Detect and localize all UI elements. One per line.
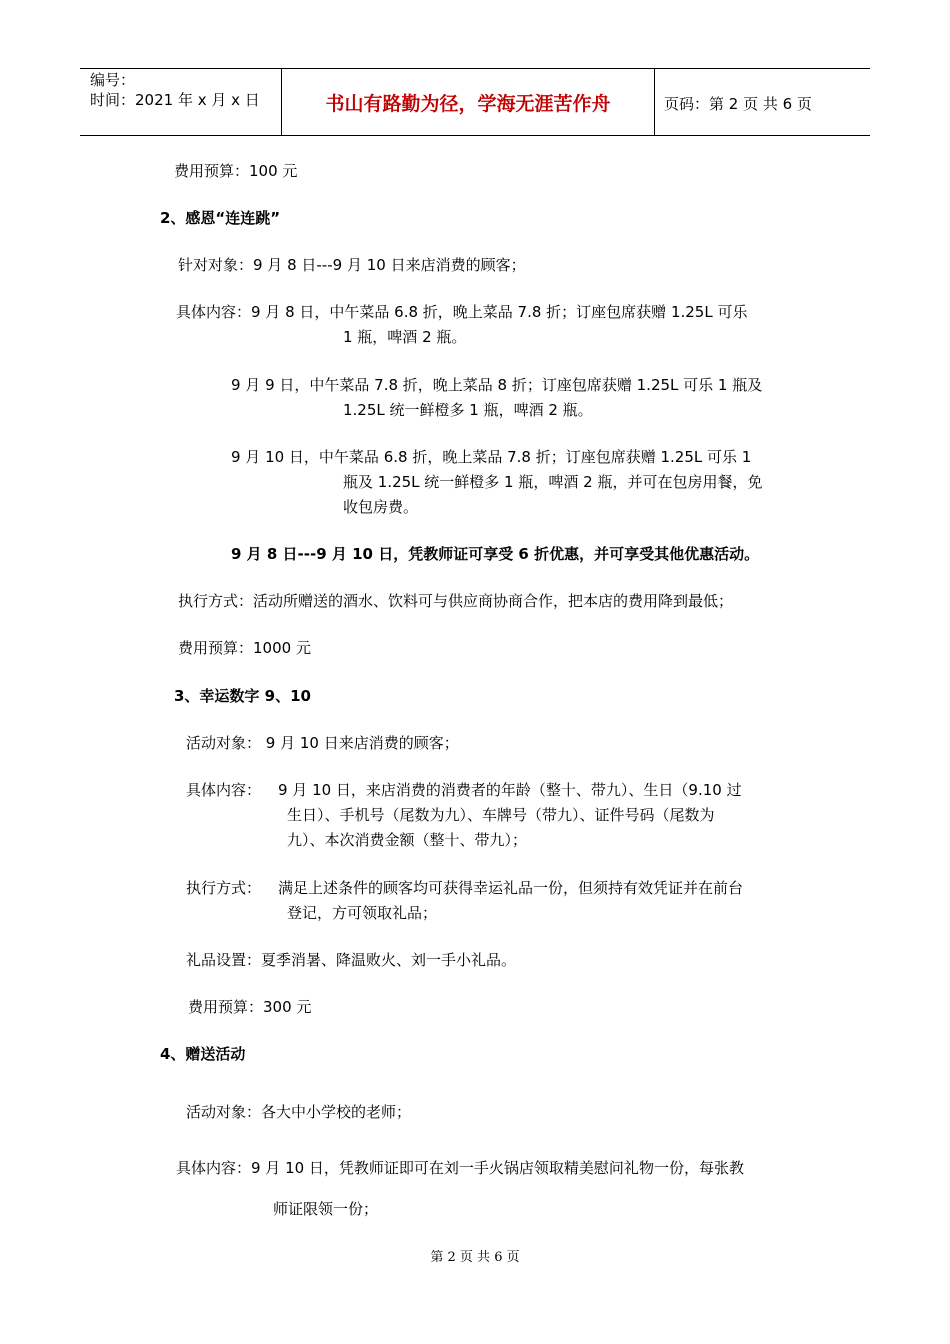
section2-content-day10-line2: 瓶及 1.25L 统一鲜橙多 1 瓶，啤酒 2 瓶，并可在包房用餐，免 bbox=[343, 473, 763, 491]
section4-title: 4、赠送活动 bbox=[160, 1045, 246, 1063]
section3-title: 3、幸运数字 9、10 bbox=[174, 687, 311, 705]
footer-page-number: 第 2 页 共 6 页 bbox=[430, 1250, 520, 1265]
section2-content-day8-line2: 1 瓶，啤酒 2 瓶。 bbox=[343, 328, 467, 346]
header-top-rule bbox=[80, 68, 870, 69]
section2-target: 针对对象：9 月 8 日---9 月 10 日来店消费的顾客； bbox=[178, 256, 526, 274]
header-number-label: 编号： bbox=[90, 71, 136, 89]
section3-method-line1: 满足上述条件的顾客均可获得幸运礼品一份，但须持有效凭证并在前台 bbox=[278, 879, 744, 897]
section4-content-line1: 具体内容：9 月 10 日，凭教师证即可在刘一手火锅店领取精美慰问礼物一份，每张教 bbox=[176, 1159, 744, 1177]
section3-method-line2: 登记，方可领取礼品； bbox=[287, 904, 438, 922]
header-date: 时间：2021 年 x 月 x 日 bbox=[90, 91, 260, 109]
section2-content-day10-line1: 9 月 10 日，中午菜品 6.8 折，晚上菜品 7.8 折；订座包席获赠 1.25L 可乐 1 bbox=[231, 448, 752, 466]
section3-budget: 费用预算：300 元 bbox=[188, 998, 312, 1016]
section2-content-day9-line1: 9 月 9 日，中午菜品 7.8 折，晚上菜品 8 折；订座包席获赠 1.25L 可乐 1 瓶及 bbox=[231, 376, 763, 394]
header-divider-right bbox=[654, 68, 655, 136]
section3-method-label: 执行方式： bbox=[186, 879, 262, 897]
section3-content-line1: 9 月 10 日，来店消费的消费者的年龄（整十、带九）、生日（9.10 过 bbox=[278, 781, 742, 799]
header-page-info: 页码：第 2 页 共 6 页 bbox=[664, 95, 812, 113]
section2-title: 2、感恩“连连跳” bbox=[160, 209, 281, 227]
section2-content-day8-line1: 具体内容：9 月 8 日，中午菜品 6.8 折，晚上菜品 7.8 折；订座包席获赠 1.25L 可乐 bbox=[176, 303, 748, 321]
section2-teacher-offer: 9 月 8 日---9 月 10 日，凭教师证可享受 6 折优惠，并可享受其他优惠活动。 bbox=[231, 545, 760, 563]
section1-budget: 费用预算：100 元 bbox=[174, 162, 298, 180]
section3-target: 活动对象： 9 月 10 日来店消费的顾客； bbox=[186, 734, 459, 752]
header-motto: 书山有路勤为径，学海无涯苦作舟 bbox=[325, 93, 611, 115]
section2-method: 执行方式：活动所赠送的酒水、饮料可与供应商协商合作，把本店的费用降到最低； bbox=[178, 592, 734, 610]
section2-budget: 费用预算：1000 元 bbox=[178, 639, 311, 657]
section3-content-line2: 生日）、手机号（尾数为九）、车牌号（带九）、证件号码（尾数为 bbox=[287, 806, 715, 824]
header-bottom-rule bbox=[80, 135, 870, 136]
section3-gift: 礼品设置：夏季消暑、降温败火、刘一手小礼品。 bbox=[186, 951, 517, 969]
section3-content-label: 具体内容： bbox=[186, 781, 262, 799]
section4-target: 活动对象：各大中小学校的老师； bbox=[186, 1103, 412, 1121]
section2-content-day10-line3: 收包房费。 bbox=[343, 498, 419, 516]
section2-content-day9-line2: 1.25L 统一鲜橙多 1 瓶，啤酒 2 瓶。 bbox=[343, 401, 593, 419]
section3-content-line3: 九）、本次消费金额（整十、带九）； bbox=[287, 831, 528, 849]
section4-content-line2: 师证限领一份； bbox=[273, 1200, 379, 1218]
